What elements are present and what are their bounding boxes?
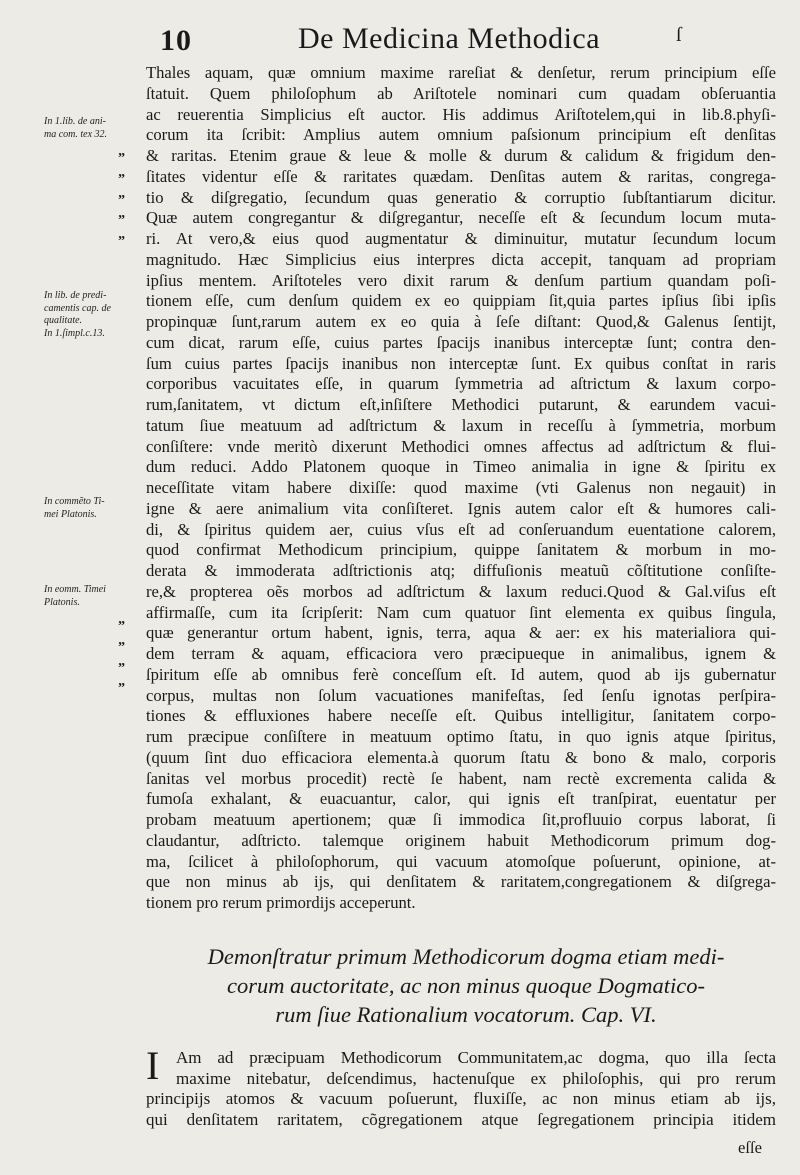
body-line: tio & diſgregatio, ſecundum quas generatio & corruptio ſubſtantiarum dicitur. bbox=[146, 187, 776, 207]
margin-note-2 bbox=[44, 290, 111, 340]
body-line: corporibus vacuitates eſſe, in quarum ſymmetria ad aſtrictum & laxum corpo- bbox=[146, 374, 776, 394]
quote-mark: ” bbox=[118, 151, 125, 166]
quote-mark: ” bbox=[118, 213, 125, 229]
body-line: rum,ſanitatem, vt dictum eſt,inſiſtere Methodici putarunt, & earundem vacui- bbox=[146, 395, 776, 414]
body-line: fumoſa exhalant, & euacuantur, calor, qui ignis eſt tranſpirat, euentatur per bbox=[146, 789, 776, 809]
page-header bbox=[0, 22, 800, 62]
catchword: eſſe bbox=[738, 1138, 762, 1157]
body-line: ma, ſcilicet à philoſophorum, qui vacuum atomoſque poſuerunt, opinione, at- bbox=[146, 851, 776, 871]
body-text bbox=[146, 63, 776, 914]
margin-note-4 bbox=[44, 584, 106, 609]
body-line: corpus, multas non ſolum vacuationes manifeſtas, ſed ſenſu ignotas perſpira- bbox=[146, 685, 776, 705]
body-line: conſiſtere: vnde meritò dixerunt Methodici omnes affectus ad adſtrictum & flui- bbox=[146, 436, 776, 456]
body-line: corum ita ſcribit: Amplius autem omnium paſsionum principium eſt denſitas bbox=[146, 125, 776, 145]
body-line: ſpiritum eſſe ab omnibus ferè conceſſum eſt. Id autem, quod ab ijs gubernatur bbox=[146, 664, 776, 684]
body-line: ſtatuit. Quem philoſophum ab Ariſtotele nominari cum quadam obſeruantia bbox=[146, 83, 776, 103]
body-line: Quæ autem congregantur & diſgregantur, neceſſe eſt & ſecundum locum muta- bbox=[146, 208, 776, 228]
body-line: ſum cuius partes ſpacijs inanibus non interceptæ ſunt. Ex quibus conſtat in raris bbox=[146, 353, 776, 373]
body-line: probam meatuum apertionem; quæ ſi immodica ſit,profluuio corpus laborat, ſi bbox=[146, 810, 776, 829]
chapter-heading-line: rum ſiue Rationalium vocatorum. Cap. VI. bbox=[275, 1002, 657, 1027]
chapter-line: maxime nitebatur, deſcendimus, hactenuſque ex philoſophis, qui pro rerum bbox=[176, 1068, 776, 1088]
chapter-heading bbox=[150, 942, 782, 1029]
chapter-line: qui denſitatem raritatem, cõgregationem atque ſegregationem principia itidem bbox=[146, 1109, 776, 1129]
body-line: Thales aquam, quæ omnium maxime rareſiat & denſetur, rerum principium eſſe bbox=[146, 63, 776, 82]
body-line: quod confirmat Methodicum principium, quippe ſanitatem & morbum in mo- bbox=[146, 540, 776, 560]
body-line: quæ generantur ortum habent, ignis, terra, aqua & aer: ex his materialiora qui- bbox=[146, 623, 776, 643]
margin-note-3 bbox=[44, 496, 105, 521]
chapter-line: principijs atomos & vacuum poſuerunt, fluxiſſe, ac non minus etiam ab ijs, bbox=[146, 1089, 776, 1108]
margin-note-line: In lib. de predi- bbox=[44, 290, 107, 301]
body-line: re,& propterea oẽs morbos ad adſtrictum & laxum reduci.Quod & Gal.viſus eſt bbox=[146, 581, 776, 601]
margin-note-line: camentis cap. de bbox=[44, 302, 111, 314]
quote-marks-group-2 bbox=[118, 617, 125, 700]
body-line: derata & immoderata adſtrictionis atq; diffuſionis meatuũ cõſtitutione conſiſte- bbox=[146, 561, 776, 580]
body-line: ipſius mentem. Ariſtoteles vero dixit rarum & denſum partium quandam poſi- bbox=[146, 270, 776, 290]
body-line: ri. At vero,& eius quod augmentatur & diminuitur, mutatur ſecundum locum bbox=[146, 229, 776, 248]
body-line: propinquæ ſunt,rarum autem ex eo quia à ſeſe diſtant: Quod,& Galenus ſentijt, bbox=[146, 312, 776, 331]
chapter-text bbox=[146, 1043, 776, 1130]
body-line: ſitates videntur eſſe & raritates quædam. Denſitas autem & raritas, congrega- bbox=[146, 166, 776, 186]
quote-mark: ” bbox=[118, 681, 125, 697]
body-line: cum dicat, rarum eſſe, cuius partes ſpacijs inanibus interceptæ ſunt; contra den- bbox=[146, 332, 776, 352]
body-line: affirmaſſe, cum ita ſcripſerit: Nam cum quatuor ſint elementa ex quibus ſingula, bbox=[146, 602, 776, 622]
margin-note-1 bbox=[44, 116, 107, 141]
chapter-heading-line: corum auctoritate, ac non minus quoque Dogmatico- bbox=[226, 973, 706, 998]
quote-marks-group-1 bbox=[118, 149, 125, 253]
body-line: rum præcipue conſiſtere in meatuum optimo ſtatu, in quo ignis atque ſpiritus, bbox=[146, 727, 776, 746]
body-line: igne & aere animalium vita conſiſteret. Ignis autem calor eſt & humores cali- bbox=[146, 498, 776, 518]
margin-note-line: qualitate. bbox=[44, 315, 83, 326]
drop-cap: I bbox=[146, 1043, 160, 1088]
body-line: neceſſitate vitam habere dixiſſe: quod maxime (vti Galenus non negauit) in bbox=[146, 478, 776, 497]
body-line: magnitudo. Hæc Simplicius eius interpres dicta accepit, tanquam ad propriam bbox=[146, 249, 776, 269]
body-line: tionem pro rerum primordijs acceperunt. bbox=[146, 893, 416, 912]
quote-mark: ” bbox=[118, 639, 125, 655]
body-line: dum reduci. Addo Platonem quoque in Timeo animalia in igne & ſpiritu ex bbox=[146, 457, 776, 477]
running-title: De Medicina Methodica bbox=[298, 22, 601, 55]
quote-mark: ” bbox=[118, 234, 125, 249]
margin-note-line: In commẽto Ti- bbox=[44, 496, 105, 507]
body-line: que non minus ab ijs, qui denſitatem & raritatem,congregationem & diſgrega- bbox=[146, 872, 776, 892]
body-line: tiones & effluxiones habere neceſſe eſt. Quibus intelligitur, ſanitatem corpo- bbox=[146, 706, 776, 726]
signature-mark: ſ bbox=[676, 24, 682, 46]
quote-mark: ” bbox=[118, 660, 125, 676]
body-line: tionem eſſe, cum denſum quidem ex eo quippiam ſit,quia partes ipſius ſibi ipſis bbox=[146, 291, 776, 311]
chapter-line: Am ad præcipuam Methodicorum Communitatem,ac dogma, quo illa ſecta bbox=[176, 1048, 776, 1067]
body-line: tatum ſiue meatuum ad adſtrictum & laxum in receſſu à ſymmetria, morbum bbox=[146, 415, 776, 435]
body-line: & raritas. Etenim graue & leue & molle & durum & calidum & frigidum den- bbox=[146, 146, 776, 165]
margin-note-line: Platonis. bbox=[44, 596, 80, 608]
body-line: dem terram & aquam, efficaciora vero præcipueque in animalibus, ignem & bbox=[146, 644, 776, 663]
body-line: (quum ſint duo efficaciora elementa.à quorum ſtatu & bono & malo, corporis bbox=[146, 747, 776, 767]
body-line: di, & ſpiritus quidem aer, cuius vſus eſt ad conſeruandum euentatione calorem, bbox=[146, 519, 776, 539]
margin-note-line: In 1.ſimpl.c.13. bbox=[44, 327, 105, 339]
chapter-heading-line: Demonſtratur primum Methodicorum dogma etiam medi- bbox=[207, 944, 725, 969]
margin-note-line: In eomm. Timei bbox=[44, 584, 106, 595]
margin-note-line: In 1.lib. de ani- bbox=[44, 116, 106, 127]
body-line: claudantur, adſtricto. talemque originem habuit Methodicorum primum dog- bbox=[146, 830, 776, 850]
page-number: 10 bbox=[160, 24, 192, 57]
quote-mark: ” bbox=[118, 192, 125, 208]
margin-note-line: ma com. tex 32. bbox=[44, 128, 108, 140]
body-line: ac reuerentia Simplicius eſt auctor. His addimus Ariſtotelem,qui in lib.8.phyſi- bbox=[146, 104, 776, 124]
quote-mark: ” bbox=[118, 619, 125, 634]
margin-note-line: mei Platonis. bbox=[44, 508, 97, 520]
quote-mark: ” bbox=[118, 171, 125, 187]
body-line: ſanitas vel morbus procedit) rectè ſe habent, nam rectè excrementa calida & bbox=[146, 768, 776, 788]
